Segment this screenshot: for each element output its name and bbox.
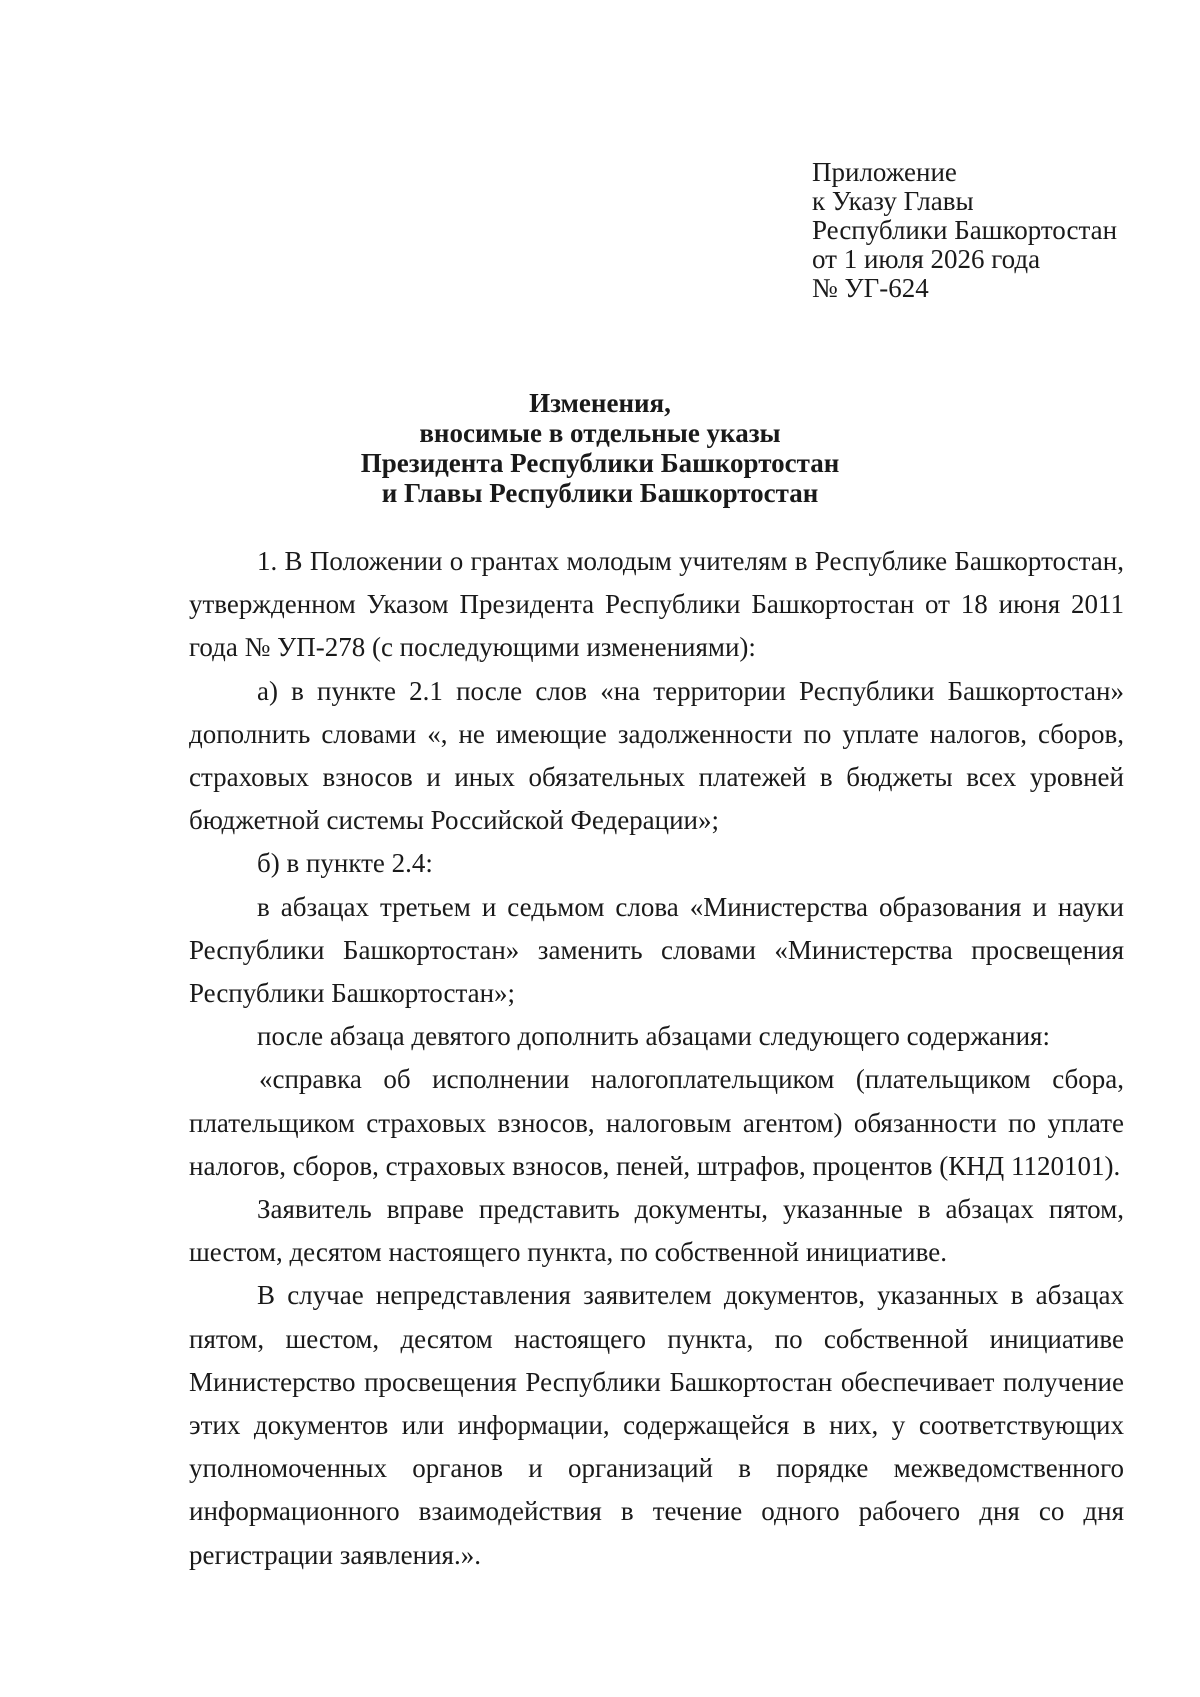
appendix-line: к Указу Главы [812, 186, 974, 216]
heading-line: Изменения, [529, 388, 671, 418]
appendix-line: от 1 июля 2026 года [812, 244, 1041, 274]
paragraph-quoted-applicant: Заявитель вправе представить документы, указанные в абзацах пятом, шестом, десятом настоящего пункта, по собственной инициативе. [189, 1194, 1124, 1268]
heading-line: Президента Республики Башкортостан [360, 448, 840, 478]
paragraph-item-1: 1. В Положении о грантах молодым учителям в Республике Башкортостан, утвержденном Указом Президента Республики Башкортостан от 18 июня 2011 года № УП-278 (с последующими изменениями): [189, 546, 1124, 663]
paragraph-replacement: в абзацах третьем и седьмом слова «Министерства образования и науки Республики Башкортостан» заменить словами «Министерства просвещения Республики Башкортостан»; [189, 891, 1124, 1009]
paragraph-quoted-nonsubmission: В случае непредставления заявителем документов, указанных в абзацах пятом, шестом, десятом настоящего пункта, по собственной инициативе Министерство просвещения Республики Башкортостан обеспечивает получение этих документов или информации, содержащейся в них, у соответствующих уполномоченных органов и организаций в порядке межведомственного информационного взаимодействия в течение одного рабочего дня со дня регистрации заявления.». [189, 1280, 1124, 1570]
appendix-block [812, 158, 1117, 303]
appendix-line: Республики Башкортостан [812, 215, 1118, 245]
heading-line: вносимые в отдельные указы [419, 418, 781, 448]
paragraph-subitem-b: б) в пункте 2.4: [257, 848, 433, 879]
document-heading [0, 388, 1200, 508]
paragraph-subitem-a: а) в пункте 2.1 после слов «на территории Республики Башкортостан» дополнить словами «, не имеющие задолженности по уплате налогов, сборов, страховых взносов и иных обязательных платежей в бюджеты всех уровней бюджетной системы Российской Федерации»; [189, 675, 1124, 836]
heading-line: и Главы Республики Башкортостан [381, 478, 819, 508]
paragraph-addition-intro: после абзаца девятого дополнить абзацами следующего содержания: [257, 1021, 1050, 1052]
document-body [189, 540, 1124, 1577]
appendix-line: № УГ-624 [812, 273, 929, 303]
paragraph-quoted-certificate: «справка об исполнении налогоплательщиком (плательщиком сбора, плательщиком страховых взносов, налоговым агентом) обязанности по уплате налогов, сборов, страховых взносов, пеней, штрафов, процентов (КНД 1120101). [189, 1064, 1124, 1181]
appendix-line: Приложение [812, 157, 957, 187]
